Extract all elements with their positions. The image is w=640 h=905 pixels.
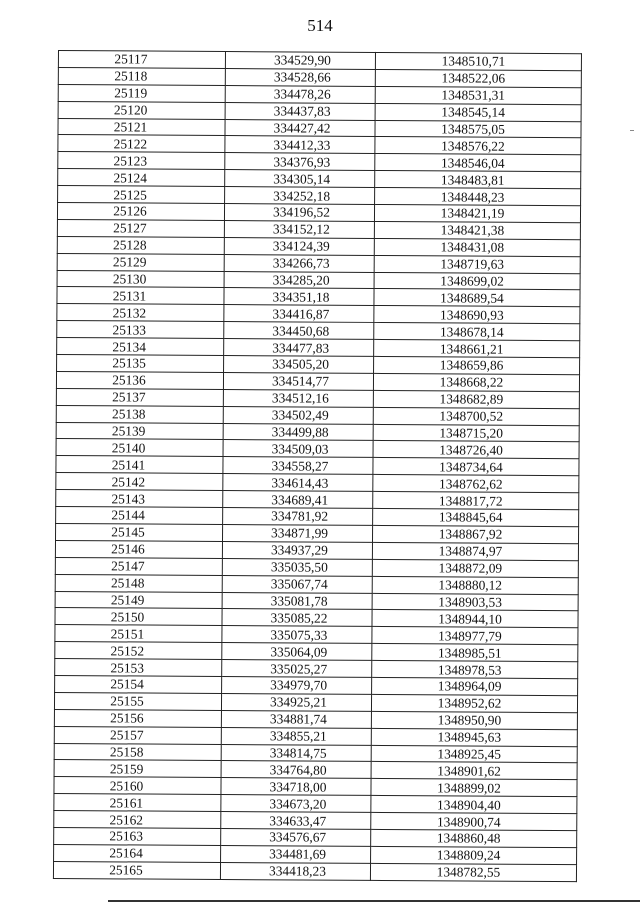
- table-body: [53, 51, 581, 882]
- x-coordinate-cell: 334450,68: [224, 322, 374, 340]
- point-number-cell: 25130: [57, 270, 224, 288]
- y-coordinate-cell: 1348817,72: [373, 492, 579, 510]
- x-coordinate-cell: 334481,69: [221, 845, 371, 863]
- point-number-cell: 25150: [55, 608, 222, 626]
- y-coordinate-cell: 1348678,14: [374, 323, 580, 341]
- point-number-cell: 25145: [56, 523, 223, 541]
- point-number-cell: 25148: [55, 574, 222, 592]
- x-coordinate-cell: 335067,74: [222, 575, 372, 593]
- y-coordinate-cell: 1348545,14: [375, 103, 581, 121]
- x-coordinate-cell: 334558,27: [223, 457, 373, 475]
- point-number-cell: 25135: [57, 355, 224, 373]
- x-coordinate-cell: 334937,29: [222, 541, 372, 559]
- point-number-cell: 25128: [57, 236, 224, 254]
- x-coordinate-cell: 334376,93: [225, 153, 375, 171]
- x-coordinate-cell: 334502,49: [223, 406, 373, 424]
- x-coordinate-cell: 334351,18: [224, 288, 374, 306]
- y-coordinate-cell: 1348782,55: [370, 863, 576, 881]
- point-number-cell: 25163: [54, 827, 221, 845]
- point-number-cell: 25137: [56, 388, 223, 406]
- y-coordinate-cell: 1348699,02: [374, 272, 580, 290]
- y-coordinate-cell: 1348421,19: [374, 204, 580, 222]
- x-coordinate-cell: 334427,42: [225, 119, 375, 137]
- y-coordinate-cell: 1348421,38: [374, 221, 580, 239]
- y-coordinate-cell: 1348448,23: [375, 188, 581, 206]
- point-number-cell: 25136: [56, 371, 223, 389]
- y-coordinate-cell: 1348726,40: [373, 441, 579, 459]
- y-coordinate-cell: 1348483,81: [375, 171, 581, 189]
- point-number-cell: 25152: [55, 642, 222, 660]
- point-number-cell: 25147: [55, 557, 222, 575]
- y-coordinate-cell: 1348944,10: [372, 610, 578, 628]
- y-coordinate-cell: 1348899,02: [371, 779, 577, 797]
- x-coordinate-cell: 334512,16: [223, 389, 373, 407]
- x-coordinate-cell: 334124,39: [224, 237, 374, 255]
- point-number-cell: 25149: [55, 591, 222, 609]
- y-coordinate-cell: 1348700,52: [373, 407, 579, 425]
- x-coordinate-cell: 334412,33: [225, 136, 375, 154]
- y-coordinate-cell: 1348719,63: [374, 255, 580, 273]
- point-number-cell: 25139: [56, 422, 223, 440]
- coordinates-table: [53, 50, 582, 882]
- x-coordinate-cell: 334418,23: [220, 862, 370, 880]
- y-coordinate-cell: 1348952,62: [371, 694, 577, 712]
- y-coordinate-cell: 1348576,22: [375, 137, 581, 155]
- point-number-cell: 25132: [57, 304, 224, 322]
- point-number-cell: 25155: [54, 692, 221, 710]
- x-coordinate-cell: 334633,47: [221, 812, 371, 830]
- x-coordinate-cell: 334925,21: [221, 693, 371, 711]
- point-number-cell: 25125: [58, 186, 225, 204]
- scan-mark: [630, 130, 634, 131]
- x-coordinate-cell: 334152,12: [224, 220, 374, 238]
- x-coordinate-cell: 334855,21: [221, 727, 371, 745]
- table-row: [53, 861, 576, 881]
- y-coordinate-cell: 1348431,08: [374, 238, 580, 256]
- x-coordinate-cell: 334673,20: [221, 795, 371, 813]
- x-coordinate-cell: 334529,90: [225, 52, 375, 70]
- point-number-cell: 25127: [57, 219, 224, 237]
- y-coordinate-cell: 1348985,51: [372, 644, 578, 662]
- y-coordinate-cell: 1348689,54: [374, 289, 580, 307]
- y-coordinate-cell: 1348977,79: [372, 627, 578, 645]
- point-number-cell: 25165: [53, 861, 220, 879]
- point-number-cell: 25146: [55, 540, 222, 558]
- point-number-cell: 25144: [56, 507, 223, 525]
- point-number-cell: 25121: [58, 118, 225, 136]
- y-coordinate-cell: 1348668,22: [373, 373, 579, 391]
- y-coordinate-cell: 1348950,90: [371, 711, 577, 729]
- y-coordinate-cell: 1348872,09: [372, 559, 578, 577]
- point-number-cell: 25133: [57, 321, 224, 339]
- y-coordinate-cell: 1348522,06: [375, 69, 581, 87]
- point-number-cell: 25142: [56, 473, 223, 491]
- point-number-cell: 25151: [55, 625, 222, 643]
- x-coordinate-cell: 334437,83: [225, 102, 375, 120]
- point-number-cell: 25159: [54, 760, 221, 778]
- y-coordinate-cell: 1348659,86: [374, 356, 580, 374]
- point-number-cell: 25118: [58, 67, 225, 85]
- point-number-cell: 25162: [54, 811, 221, 829]
- y-coordinate-cell: 1348925,45: [371, 745, 577, 763]
- point-number-cell: 25124: [58, 169, 225, 187]
- point-number-cell: 25164: [54, 844, 221, 862]
- point-number-cell: 25153: [55, 659, 222, 677]
- y-coordinate-cell: 1348964,09: [372, 677, 578, 695]
- x-coordinate-cell: 334528,66: [225, 68, 375, 86]
- x-coordinate-cell: 335075,33: [222, 626, 372, 644]
- x-coordinate-cell: 334979,70: [222, 676, 372, 694]
- x-coordinate-cell: 334881,74: [221, 710, 371, 728]
- x-coordinate-cell: 335085,22: [222, 609, 372, 627]
- point-number-cell: 25126: [57, 203, 224, 221]
- x-coordinate-cell: 334576,67: [221, 828, 371, 846]
- x-coordinate-cell: 334814,75: [221, 744, 371, 762]
- y-coordinate-cell: 1348945,63: [371, 728, 577, 746]
- point-number-cell: 25156: [54, 709, 221, 727]
- point-number-cell: 25122: [58, 135, 225, 153]
- x-coordinate-cell: 334614,43: [223, 474, 373, 492]
- y-coordinate-cell: 1348900,74: [371, 813, 577, 831]
- y-coordinate-cell: 1348690,93: [374, 306, 580, 324]
- y-coordinate-cell: 1348734,64: [373, 458, 579, 476]
- point-number-cell: 25141: [56, 456, 223, 474]
- point-number-cell: 25123: [58, 152, 225, 170]
- point-number-cell: 25119: [58, 84, 225, 102]
- point-number-cell: 25161: [54, 794, 221, 812]
- y-coordinate-cell: 1348682,89: [373, 390, 579, 408]
- point-number-cell: 25131: [57, 287, 224, 305]
- page-bottom-edge: [108, 900, 640, 902]
- x-coordinate-cell: 334196,52: [224, 204, 374, 222]
- x-coordinate-cell: 334477,83: [224, 339, 374, 357]
- x-coordinate-cell: 334266,73: [224, 254, 374, 272]
- x-coordinate-cell: 335035,50: [222, 558, 372, 576]
- y-coordinate-cell: 1348715,20: [373, 424, 579, 442]
- point-number-cell: 25158: [54, 743, 221, 761]
- x-coordinate-cell: 334718,00: [221, 778, 371, 796]
- x-coordinate-cell: 334499,88: [223, 423, 373, 441]
- x-coordinate-cell: 334781,92: [223, 508, 373, 526]
- y-coordinate-cell: 1348874,97: [372, 542, 578, 560]
- point-number-cell: 25138: [56, 405, 223, 423]
- x-coordinate-cell: 334505,20: [224, 356, 374, 374]
- x-coordinate-cell: 334871,99: [223, 524, 373, 542]
- y-coordinate-cell: 1348904,40: [371, 796, 577, 814]
- point-number-cell: 25134: [57, 338, 224, 356]
- x-coordinate-cell: 334514,77: [223, 372, 373, 390]
- point-number-cell: 25157: [54, 726, 221, 744]
- y-coordinate-cell: 1348880,12: [372, 576, 578, 594]
- y-coordinate-cell: 1348845,64: [373, 508, 579, 526]
- x-coordinate-cell: 334689,41: [223, 491, 373, 509]
- x-coordinate-cell: 335025,27: [222, 660, 372, 678]
- point-number-cell: 25160: [54, 777, 221, 795]
- y-coordinate-cell: 1348978,53: [372, 660, 578, 678]
- y-coordinate-cell: 1348901,62: [371, 762, 577, 780]
- y-coordinate-cell: 1348510,71: [375, 52, 581, 70]
- point-number-cell: 25154: [55, 675, 222, 693]
- y-coordinate-cell: 1348546,04: [375, 154, 581, 172]
- x-coordinate-cell: 334285,20: [224, 271, 374, 289]
- y-coordinate-cell: 1348661,21: [374, 340, 580, 358]
- y-coordinate-cell: 1348867,92: [372, 525, 578, 543]
- y-coordinate-cell: 1348809,24: [371, 846, 577, 864]
- page-number: 514: [307, 16, 333, 35]
- point-number-cell: 25129: [57, 253, 224, 271]
- y-coordinate-cell: 1348903,53: [372, 593, 578, 611]
- y-coordinate-cell: 1348762,62: [373, 475, 579, 493]
- x-coordinate-cell: 335081,78: [222, 592, 372, 610]
- x-coordinate-cell: 334305,14: [225, 170, 375, 188]
- y-coordinate-cell: 1348531,31: [375, 86, 581, 104]
- point-number-cell: 25140: [56, 439, 223, 457]
- point-number-cell: 25120: [58, 101, 225, 119]
- y-coordinate-cell: 1348575,05: [375, 120, 581, 138]
- x-coordinate-cell: 334478,26: [225, 85, 375, 103]
- x-coordinate-cell: 334252,18: [225, 187, 375, 205]
- x-coordinate-cell: 334509,03: [223, 440, 373, 458]
- y-coordinate-cell: 1348860,48: [371, 829, 577, 847]
- point-number-cell: 25117: [58, 51, 225, 69]
- x-coordinate-cell: 334416,87: [224, 305, 374, 323]
- x-coordinate-cell: 335064,09: [222, 643, 372, 661]
- point-number-cell: 25143: [56, 490, 223, 508]
- x-coordinate-cell: 334764,80: [221, 761, 371, 779]
